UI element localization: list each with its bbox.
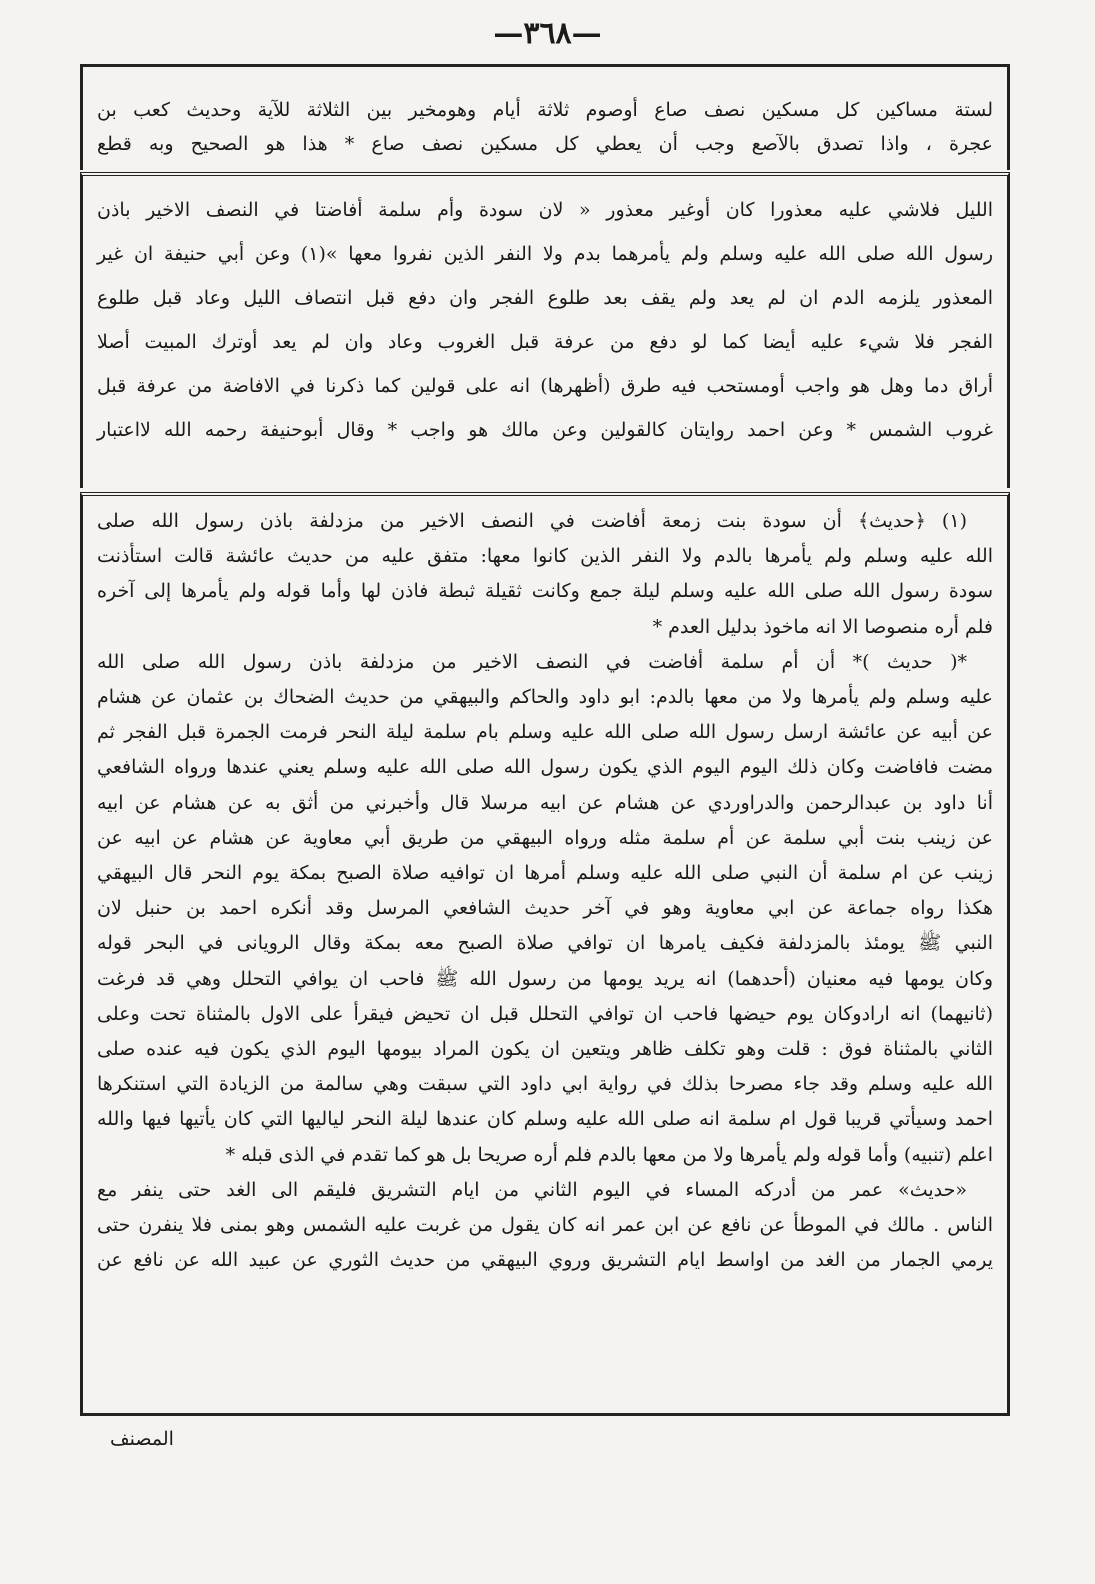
footnote-line: سودة رسول الله صلى الله عليه وسلم ليلة جمع وكانت ثقيلة ثبطة فاذن لها وأما قوله ولم يأمرها إلى آخره: [97, 580, 993, 603]
footnote-line: الله عليه وسلم ولم يأمرها بالدم ولا النفر الذين كانوا معها: متفق عليه من حديث عائشة قالت استأذنت: [97, 545, 993, 568]
footnote-line: الثاني بالمثناة فوق : قلت وهو تكلف ظاهر ويتعين ان يكون المراد بيومها اليوم الذي يكون فيه عنده صلى: [97, 1038, 993, 1061]
author-label: المصنف: [110, 1428, 174, 1450]
footnote-line: النبي ﷺ يومئذ بالمزدلفة فكيف يامرها ان توافي صلاة الصبح معه بمكة وقال الرويانى في البحر قوله: [97, 932, 993, 955]
footnote-line: الله عليه وسلم وقد جاء مصرحا بذلك في رواية ابي داود التي سبقت وهي سالمة من الزيادة التي استنكرها: [97, 1073, 993, 1096]
text-line: الفجر فلا شيء عليه أيضا كما لو دفع من عرفة قبل الغروب وعاد وان لم يعد أوترك المبيت أصلا: [97, 331, 993, 353]
footnote-line: وكان يومها فيه معنيان (أحدهما) انه يريد يومها من رسول الله ﷺ فاحب ان يوافي التحلل وهي قد فرغت: [97, 967, 993, 990]
footnote-line: عن زينب بنت أبي سلمة عن أم سلمة مثله ورواه البيهقي من طريق أبي معاوية عن هشام عن ابيه عن: [97, 826, 994, 849]
footnote-line: عليه وسلم ولم يأمرها ولا من معها بالدم: ابو داود والحاكم والبيهقي من حديث الضحاك بن عثمان عن هشام: [97, 686, 993, 709]
footnote-line: الناس . مالك في الموطأ عن نافع عن ابن عمر انه كان يقول من غربت عليه الشمس وهو بمنى فلا ينفرن حتى: [97, 1214, 993, 1237]
page-number: —٣٦٨—: [493, 16, 602, 51]
footnote-line: (ثانيهما) انه ارادوكان يوم حيضها فاحب ان توافي التحلل قبل ان تحيض فيقرأ على الاول بالمثناة تحت وعلى: [97, 1002, 993, 1025]
footnote-line: عن أبيه عن عائشة ارسل رسول الله صلى الله عليه وسلم بام سلمة ليلة النحر فرمت الجمرة قبل الفجر ثم: [97, 721, 993, 744]
footnote-line: يرمي الجمار من الغد من اواسط ايام التشريق وروي البيهقي من حديث الثوري عن عبيد الله عن نافع عن: [97, 1249, 993, 1272]
footnote-line: زينب عن ام سلمة أن النبي صلى الله عليه وسلم أمرها ان توافيه صلاة الصبح بمكة يوم النحر قال البيهقي: [97, 862, 993, 885]
footnote-line: *( حديث )* أن أم سلمة أفاضت في النصف الاخير من مزدلفة باذن رسول الله صلى الله: [97, 650, 967, 673]
footnote-line: (١) ﴿حديث﴾ أن سودة بنت زمعة أفاضت في النصف الاخير من مزدلفة باذن رسول الله صلى: [97, 510, 967, 532]
footnote-line: اعلم (تنبيه) وأما قوله ولم يأمرها ولا من معها بالدم فلم أره صريحا بل هو كما تقدم في الذى قبله *: [225, 1143, 993, 1166]
text-line: غروب الشمس * وعن احمد روايتان كالقولين وعن مالك هو واجب * وقال أبوحنيفة رحمه الله لااعتبار: [97, 419, 993, 441]
footnote-line: أنا داود بن عبدالرحمن والدراوردي عن هشام عن ابيه مرسلا قال وأخبرني من أثق به عن هشام عن ابيه: [97, 791, 993, 814]
text-line: لستة مساكين كل مسكين نصف صاع أوصوم ثلاثة أيام وهومخير بين الثلاثة للآية وحديث كعب بن: [97, 99, 993, 121]
footnote-line: هكذا رواه جماعة عن ابي معاوية وهو في آخر حديث الشافعي المرسل وقد أنكره احمد بن حنبل لان: [97, 897, 993, 920]
text-line: الليل فلاشي عليه معذورا كان أوغير معذور « لان سودة وأم سلمة أفاضتا في النصف الاخير باذن: [97, 199, 993, 221]
commentary-block: [80, 492, 1010, 1416]
footnote-line: فلم أره منصوصا الا انه ماخوذ بدليل العدم *: [652, 615, 993, 638]
footnote-line: احمد وسيأتي قريبا قول ام سلمة انه صلى الله عليه وسلم كان عندها ليلة النحر لياليها التي كان يأتيها فيها والله: [97, 1108, 993, 1131]
footnote-line: «حديث» عمر من أدركه المساء في اليوم الثاني من ايام التشريق فليقم الى الغد حتى ينفر مع: [97, 1178, 967, 1201]
footnote-line: مضت فافاضت وكان ذلك اليوم اليوم الذي يكون رسول الله صلى الله عليه وسلم يعني عندها ورواه الشافعي: [97, 756, 993, 779]
main-text-block: [80, 172, 1010, 488]
text-line: رسول الله صلى الله عليه وسلم ولم يأمرهما بدم ولا النفر الذين نفروا معها »(١) وعن أبي حنيفة ان غير: [97, 243, 993, 265]
main-text-continuation: [80, 64, 1010, 170]
footer-author-label: [0, 1428, 1000, 1450]
text-line: عجرة ، واذا تصدق بالآصع وجب أن يعطي كل مسكين نصف صاع * هذا هو الصحيح وبه قطع: [97, 133, 993, 155]
text-line: أراق دما وهل هو واجب أومستحب فيه طرق (أظهرها) انه على قولين كما ذكرنا في الافاضة من عرفة قبل: [97, 375, 993, 397]
text-line: المعذور يلزمه الدم ان لم يعد ولم يقف بعد طلوع الفجر وان دفع قبل انتصاف الليل وعاد قبل طلوع: [97, 287, 993, 309]
